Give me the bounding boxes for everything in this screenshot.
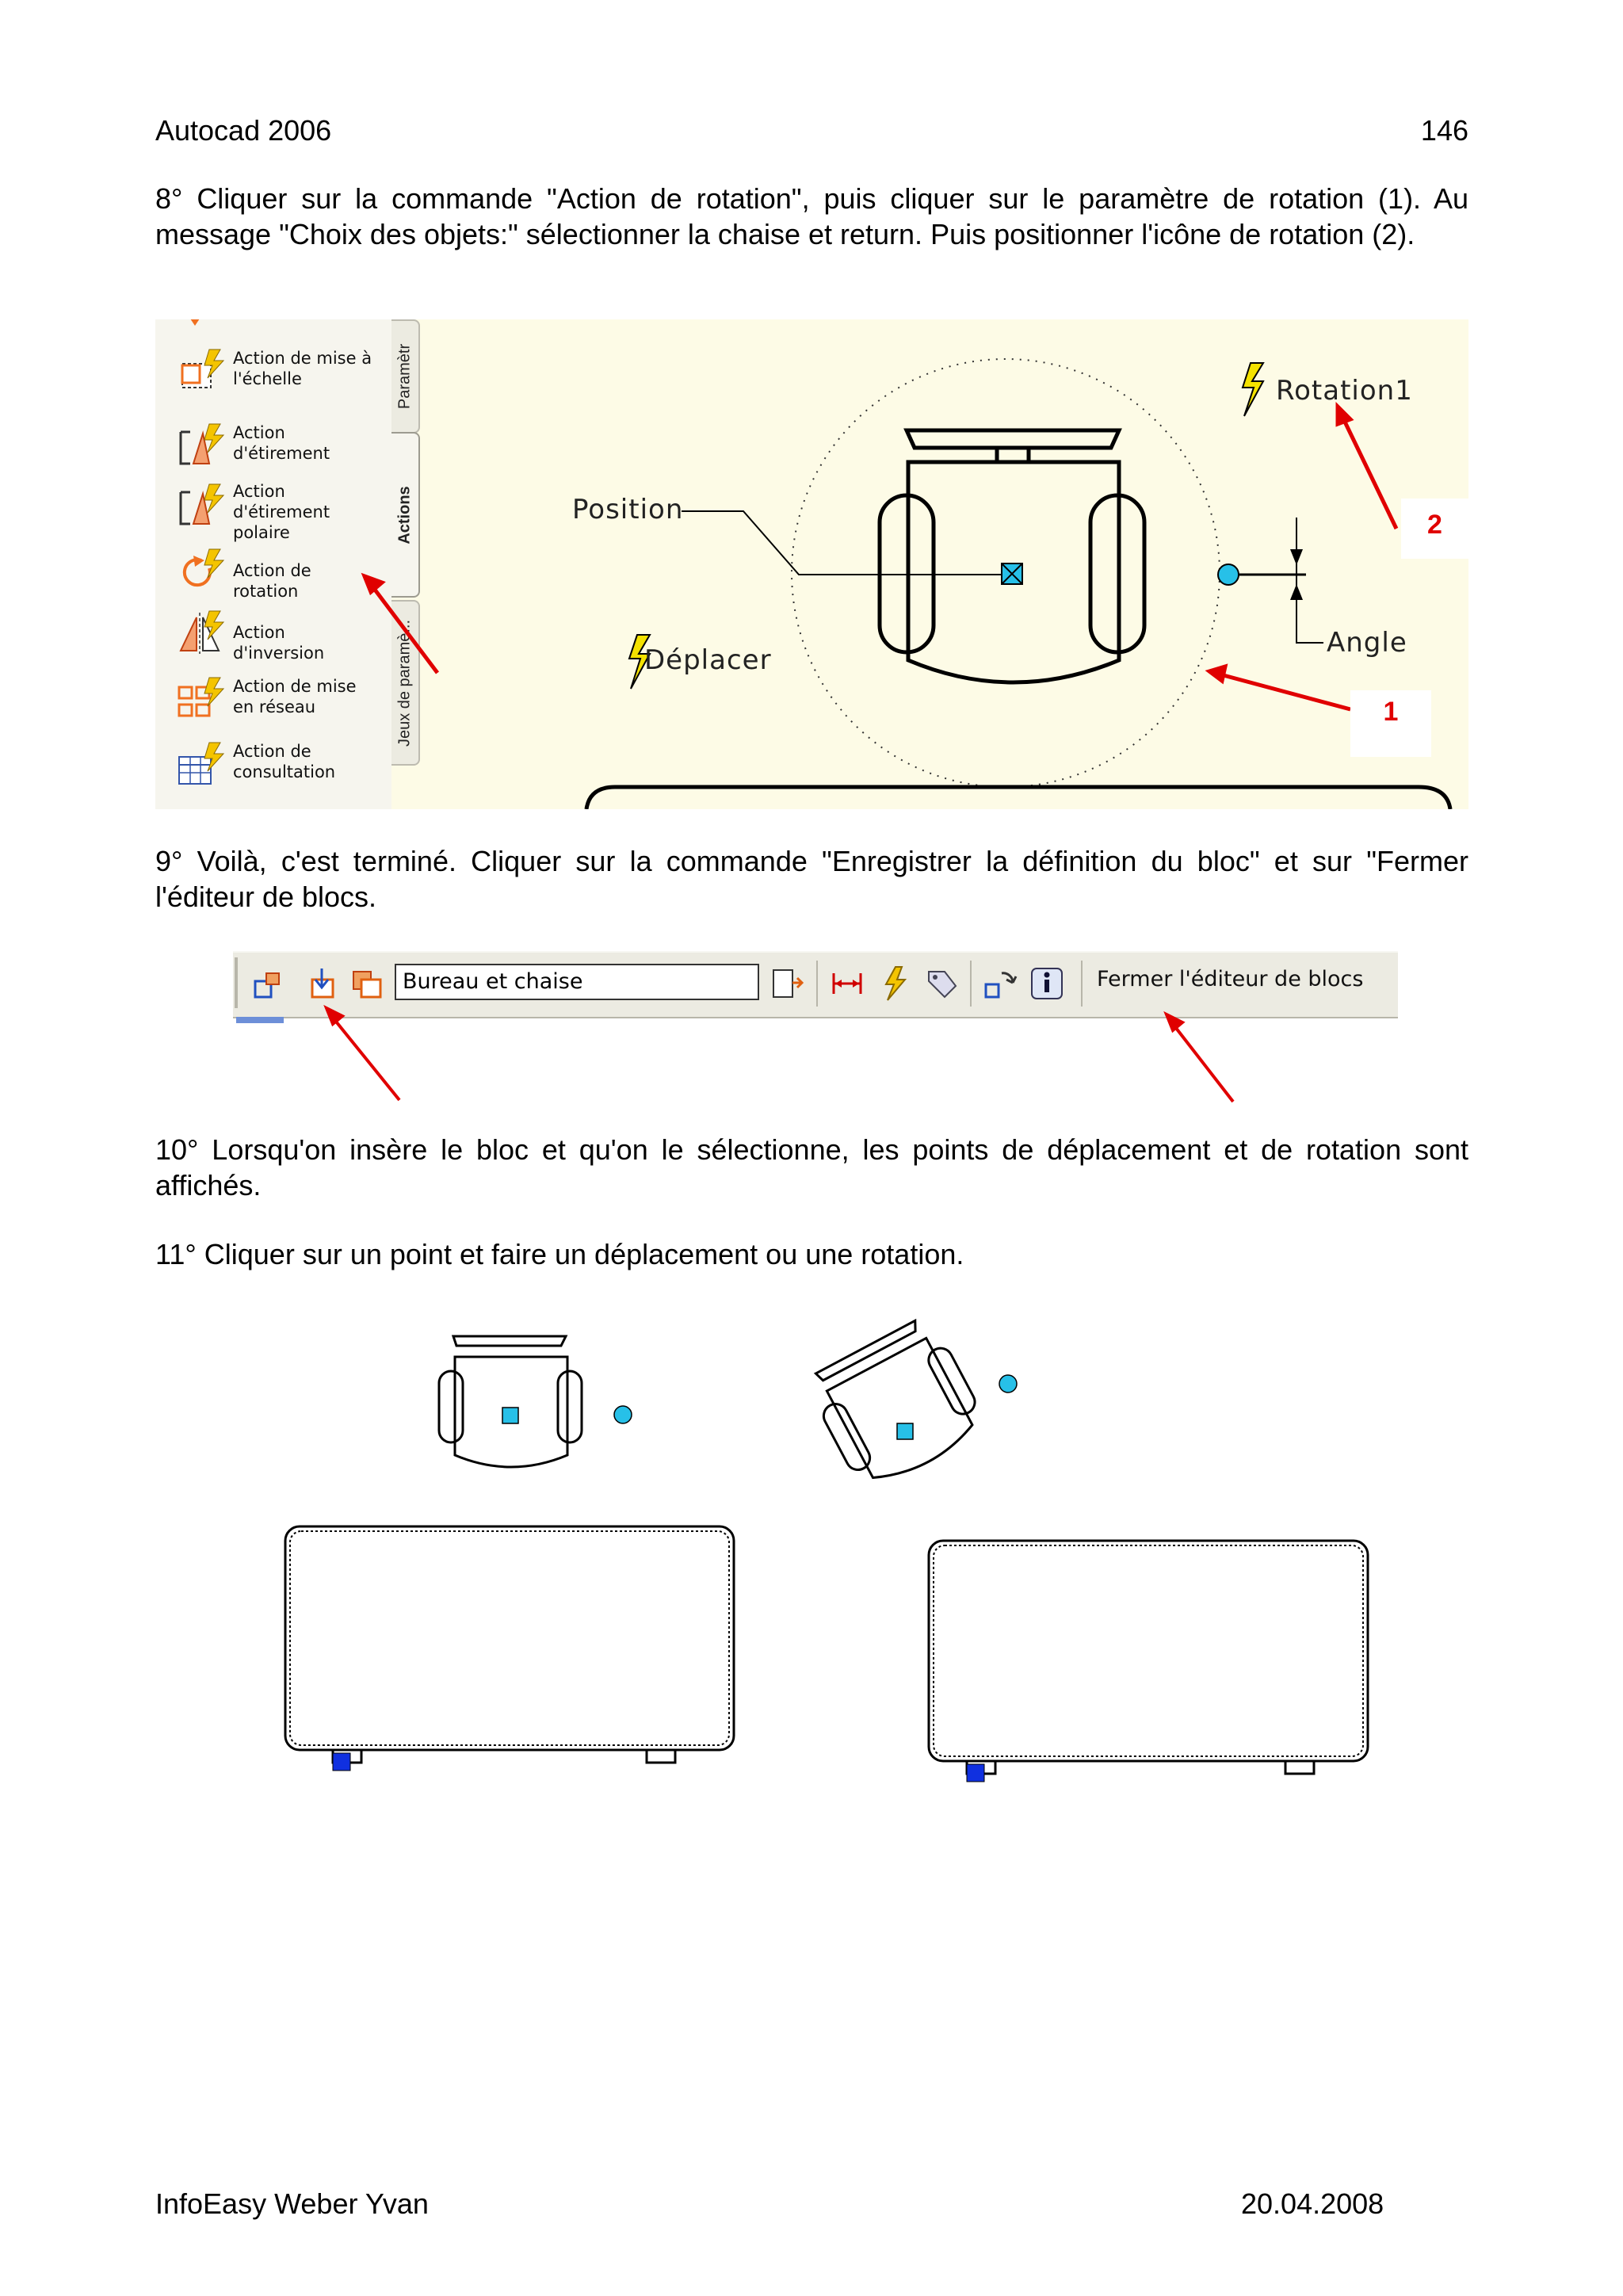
rotation-label: Rotation1 (1276, 375, 1413, 407)
palette-item-lookup[interactable]: Action de consultation (178, 736, 387, 792)
callout-2: 2 (1401, 510, 1468, 541)
insertion-grip (333, 1753, 350, 1771)
move-label: Déplacer (644, 644, 772, 676)
figure-rotation-action (155, 319, 1468, 809)
tab-jeux-de-parametres[interactable]: Jeux de paramè... (391, 600, 420, 766)
header-title: Autocad 2006 (155, 114, 332, 147)
footer-author: InfoEasy Weber Yvan (155, 2187, 429, 2220)
page-number: 146 (1420, 114, 1468, 147)
rotation-grip-rotated (999, 1375, 1017, 1392)
close-block-editor-button[interactable]: Fermer l'éditeur de blocs (1097, 967, 1364, 991)
palette-item-stretch[interactable]: Action d'étirement (178, 418, 387, 473)
toolbar-arrows (233, 951, 1398, 1030)
angle-label: Angle (1327, 627, 1407, 659)
rotated-block (803, 1313, 1368, 1782)
palette-item-flip[interactable]: Action d'inversion (178, 605, 387, 660)
footer-date: 20.04.2008 (1241, 2187, 1384, 2220)
block-name-field[interactable]: Bureau et chaise (395, 964, 759, 1000)
position-label: Position (572, 494, 684, 525)
desk-edge (586, 787, 1450, 809)
chair-drawing (880, 430, 1144, 682)
position-leader (682, 511, 1002, 575)
rotation-action-icon (1243, 363, 1263, 416)
callout-1: 1 (1350, 697, 1431, 728)
base-point-grip (502, 1408, 518, 1423)
block-editor-drawing (155, 319, 1468, 809)
tab-parametres[interactable]: Paramètr (391, 319, 420, 434)
palette-item-array[interactable]: Action de mise en réseau (178, 671, 387, 727)
tab-actions[interactable]: Actions (391, 432, 420, 598)
rotation-grip (614, 1406, 632, 1423)
palette-item-scale[interactable]: Action de mise à l'échelle (178, 343, 387, 399)
insertion-grip-rotated (967, 1764, 984, 1782)
step-9-text: 9° Voilà, c'est terminé. Cliquer sur la commande "Enregistrer la définition du bloc" et sur "Fermer l'éditeur de blocs. (155, 845, 1468, 913)
step-11-text: 11° Cliquer sur un point et faire un déplacement ou une rotation. (155, 1238, 964, 1270)
inserted-block-examples (174, 1308, 1466, 1799)
rotation-grip (1218, 564, 1239, 585)
palette-item-rotation[interactable]: Action de rotation (178, 543, 387, 598)
base-point-grip-rotated (897, 1423, 913, 1439)
original-block (285, 1336, 734, 1771)
step-8-text: 8° Cliquer sur la commande "Action de rotation", puis cliquer sur le paramètre de rotation (1). Au message "Choix des objets:" sélectionner la chaise et return. Puis positionner l'icône de rotation (2). (155, 182, 1468, 250)
step-10-text: 10° Lorsqu'on insère le bloc et qu'on le sélectionne, les points de déplacement et de rotation sont affichés. (155, 1133, 1468, 1201)
palette-item-polar-stretch[interactable]: Action d'étirement polaire (178, 476, 387, 532)
block-editor-toolbar (233, 951, 1398, 1030)
